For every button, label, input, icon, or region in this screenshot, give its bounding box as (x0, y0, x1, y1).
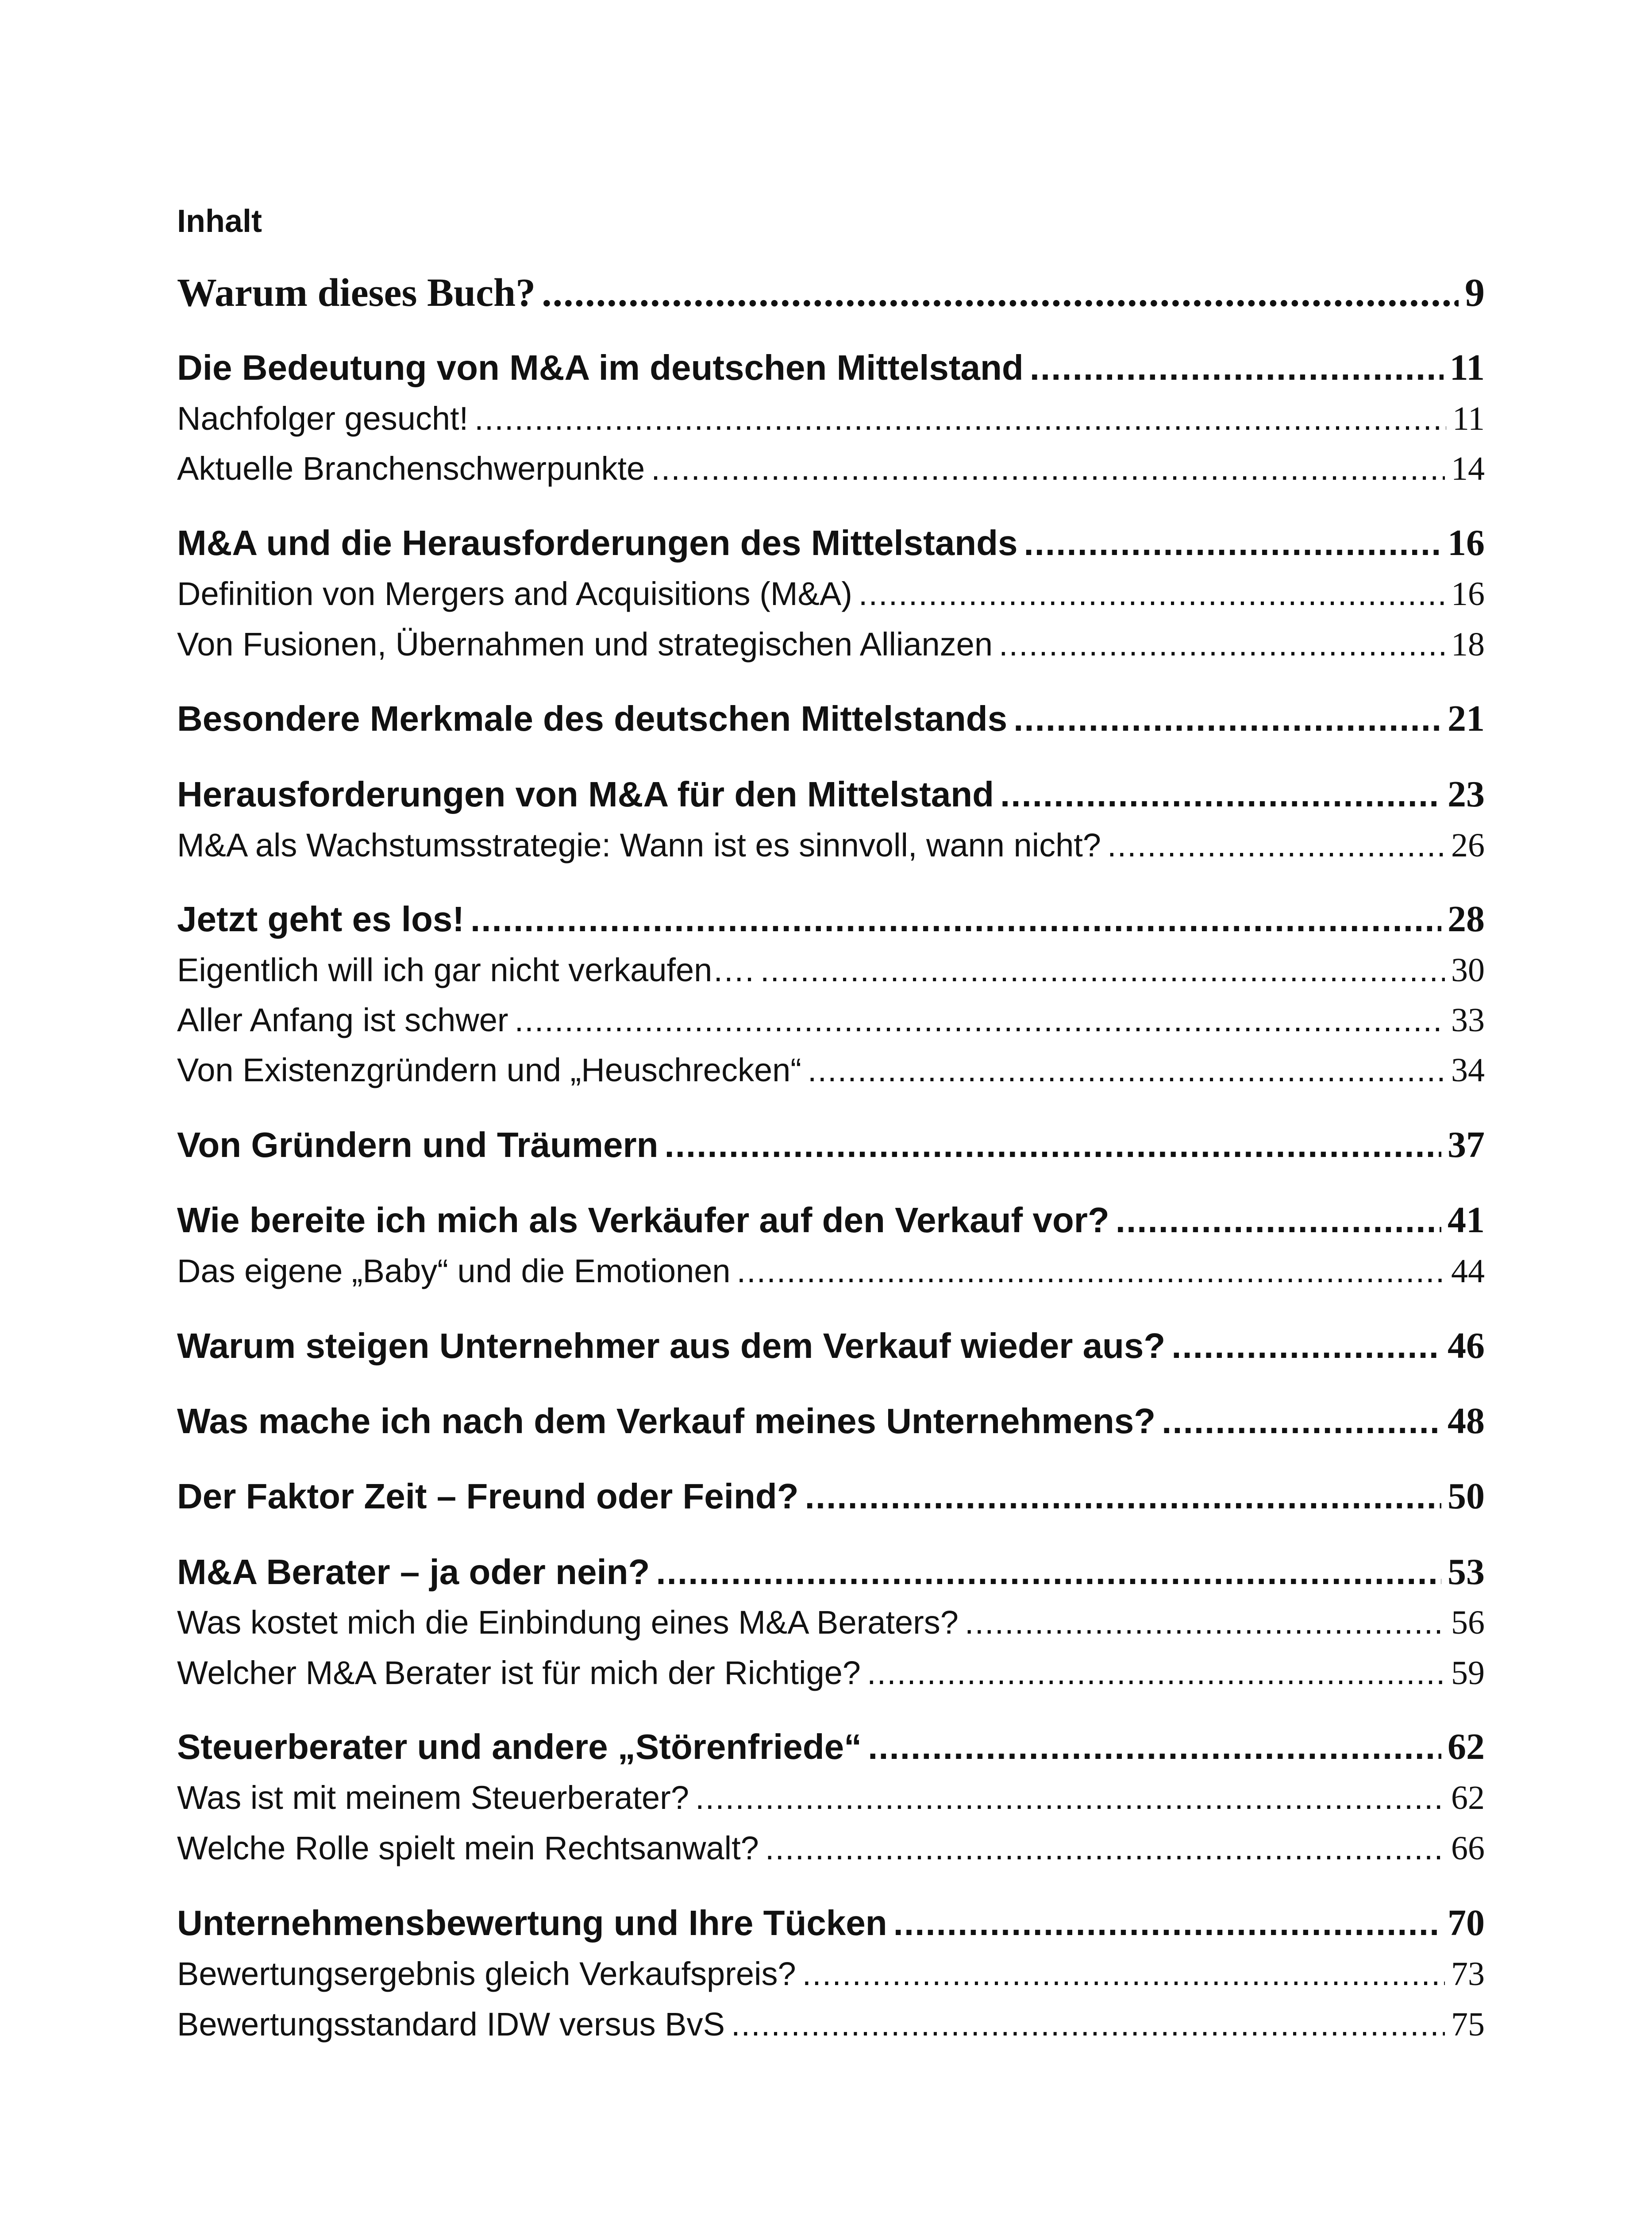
toc-entry-title: Warum steigen Unternehmer aus dem Verkauf wieder aus? (177, 1326, 1166, 1365)
toc-entry-title: Nachfolger gesucht! (177, 400, 469, 437)
toc-entry-ma-herausforderungen[interactable] (177, 519, 1485, 567)
toc-subentry-richtiger-berater[interactable] (177, 1651, 1485, 1695)
toc-entry-title: Wie bereite ich mich als Verkäufer auf den Verkauf vor? (177, 1200, 1109, 1240)
toc-entry-page: 62 (1451, 1779, 1485, 1816)
toc-entry-title: Eigentlich will ich gar nicht verkaufen…. (177, 952, 754, 988)
toc-subentry-bewertungsergebnis[interactable] (177, 1952, 1485, 1996)
toc-entry-page: 59 (1451, 1654, 1485, 1692)
dot-leader (664, 1121, 1441, 1169)
toc-entry-jetzt-geht-es-los[interactable] (177, 895, 1485, 944)
toc-entry-page: 11 (1449, 347, 1485, 388)
toc-entry-page: 50 (1448, 1476, 1485, 1517)
dot-leader (1107, 823, 1445, 867)
toc-entry-herausforderungen-mittelstand[interactable] (177, 770, 1485, 819)
toc-entry-title: Unternehmensbewertung und Ihre Tücken (177, 1903, 887, 1943)
toc-entry-page: 41 (1448, 1199, 1485, 1241)
dot-leader (474, 397, 1446, 441)
toc-entry-title: Aktuelle Branchenschwerpunkte (177, 450, 645, 487)
toc-entry-page: 37 (1448, 1124, 1485, 1165)
toc-entry-title: Herausforderungen von M&A für den Mittelstand (177, 775, 994, 814)
toc-subentry-berater-kosten[interactable] (177, 1600, 1485, 1645)
toc-entry-page: 34 (1451, 1052, 1485, 1089)
dot-leader (470, 895, 1441, 944)
toc-entry-ma-berater[interactable] (177, 1548, 1485, 1596)
dot-leader (1000, 770, 1441, 819)
toc-entry-page: 16 (1448, 522, 1485, 563)
dot-leader (760, 948, 1445, 992)
dot-leader (1171, 1322, 1441, 1370)
toc-entry-page: 75 (1451, 2006, 1485, 2043)
toc-entry-page: 53 (1448, 1551, 1485, 1592)
dot-leader (1162, 1397, 1441, 1446)
toc-entry-nach-dem-verkauf[interactable] (177, 1397, 1485, 1446)
toc-entry-page: 11 (1452, 400, 1485, 437)
toc-entry-page: 18 (1451, 626, 1485, 663)
toc-entry-title: M&A Berater – ja oder nein? (177, 1552, 650, 1592)
dot-leader (805, 1472, 1441, 1521)
dot-leader (765, 1826, 1445, 1870)
dot-leader (893, 1899, 1441, 1947)
toc-entry-title: Bewertungsergebnis gleich Verkaufspreis? (177, 1955, 796, 1992)
toc-entry-page: 46 (1448, 1325, 1485, 1366)
toc-subentry-eigentlich[interactable] (177, 948, 1485, 992)
toc-entry-page: 26 (1451, 827, 1485, 864)
dot-leader (1013, 694, 1441, 743)
toc-subentry-bewertungsstandard[interactable] (177, 2002, 1485, 2047)
toc-subentry-aller-anfang[interactable] (177, 998, 1485, 1042)
page-title: Inhalt (177, 204, 262, 239)
toc-entry-page: 23 (1448, 774, 1485, 815)
toc-entry-title: Welche Rolle spielt mein Rechtsanwalt? (177, 1830, 759, 1866)
toc-entry-title: Von Fusionen, Übernahmen und strategischen Allianzen (177, 626, 993, 663)
toc-entry-title: M&A und die Herausforderungen des Mittelstands (177, 523, 1018, 563)
toc-entry-page: 56 (1451, 1604, 1485, 1641)
toc-entry-title: Welcher M&A Berater ist für mich der Richtige? (177, 1654, 861, 1691)
dot-leader (802, 1952, 1445, 1996)
toc-entry-title: Was mache ich nach dem Verkauf meines Unternehmens? (177, 1401, 1156, 1441)
dot-leader (656, 1548, 1441, 1596)
toc-entry-steuerberater-stoerenfriede[interactable] (177, 1723, 1485, 1771)
toc-entry-page: 14 (1451, 450, 1485, 487)
toc-entry-page: 62 (1448, 1726, 1485, 1767)
toc-entry-unternehmer-steigen-aus[interactable] (177, 1322, 1485, 1370)
toc-entry-title: Von Gründern und Träumern (177, 1125, 658, 1164)
toc-entry-title: Steuerberater und andere „Störenfriede“ (177, 1727, 862, 1766)
toc-subentry-definition-ma[interactable] (177, 572, 1485, 616)
toc-entry-title: Aller Anfang ist schwer (177, 1002, 508, 1038)
dot-leader (515, 998, 1445, 1042)
toc-subentry-branchenschwerpunkte[interactable] (177, 447, 1485, 491)
toc-subentry-fusionen[interactable] (177, 622, 1485, 667)
toc-entry-title: Von Existenzgründern und „Heuschrecken“ (177, 1052, 801, 1088)
toc-entry-title: Was ist mit meinem Steuerberater? (177, 1779, 689, 1816)
dot-leader (867, 1651, 1445, 1695)
toc-subentry-wachstumsstrategie[interactable] (177, 823, 1485, 867)
toc-entry-verkauf-vorbereiten[interactable] (177, 1196, 1485, 1245)
toc-subentry-steuerberater[interactable] (177, 1776, 1485, 1820)
dot-leader (999, 622, 1445, 667)
dot-leader (731, 2002, 1445, 2047)
dot-leader (542, 266, 1459, 320)
toc-entry-title: Was kostet mich die Einbindung eines M&A Beraters? (177, 1604, 959, 1641)
toc-entry-title: Die Bedeutung von M&A im deutschen Mittelstand (177, 348, 1024, 387)
dot-leader (965, 1600, 1445, 1645)
toc-entry-title: Jetzt geht es los! (177, 899, 465, 939)
toc-entry-title: Besondere Merkmale des deutschen Mittelstands (177, 699, 1008, 738)
toc-entry-page: 73 (1451, 1955, 1485, 1993)
toc-entry-bedeutung-von-ma[interactable] (177, 343, 1485, 392)
toc-entry-faktor-zeit[interactable] (177, 1472, 1485, 1521)
dot-leader (695, 1776, 1445, 1820)
toc-subentry-nachfolger-gesucht[interactable] (177, 397, 1485, 441)
toc-entry-page: 33 (1451, 1002, 1485, 1039)
toc-entry-warum-dieses-buch[interactable] (177, 266, 1485, 320)
toc-subentry-baby-emotionen[interactable] (177, 1249, 1485, 1293)
dot-leader (1030, 343, 1444, 392)
toc-entry-gruender-und-traeumer[interactable] (177, 1121, 1485, 1169)
dot-leader (737, 1249, 1445, 1293)
toc-entry-besondere-merkmale[interactable] (177, 694, 1485, 743)
toc-entry-page: 30 (1451, 952, 1485, 989)
dot-leader (859, 572, 1445, 616)
dot-leader (1116, 1196, 1441, 1245)
dot-leader (651, 447, 1445, 491)
toc-entry-page: 66 (1451, 1830, 1485, 1867)
toc-entry-title: Bewertungsstandard IDW versus BvS (177, 2006, 725, 2043)
toc-entry-title: Der Faktor Zeit – Freund oder Feind? (177, 1477, 799, 1516)
toc-entry-page: 9 (1465, 271, 1485, 315)
toc-entry-page: 21 (1448, 698, 1485, 739)
toc-entry-page: 44 (1451, 1253, 1485, 1290)
toc-entry-unternehmensbewertung[interactable] (177, 1899, 1485, 1947)
toc-entry-page: 28 (1448, 898, 1485, 940)
toc-entry-page: 48 (1448, 1400, 1485, 1442)
toc-subentry-existenzgruender[interactable] (177, 1048, 1485, 1092)
dot-leader (808, 1048, 1445, 1092)
toc-entry-title: Definition von Mergers and Acquisitions (M&A) (177, 575, 852, 612)
toc-entry-title: M&A als Wachstumsstrategie: Wann ist es sinnvoll, wann nicht? (177, 827, 1101, 864)
toc-subentry-rechtsanwalt[interactable] (177, 1826, 1485, 1870)
toc-entry-page: 70 (1448, 1902, 1485, 1943)
dot-leader (868, 1723, 1441, 1771)
toc-entry-page: 16 (1451, 575, 1485, 613)
dot-leader (1024, 519, 1441, 567)
toc-entry-title: Warum dieses Buch? (177, 271, 536, 315)
toc-entry-title: Das eigene „Baby“ und die Emotionen (177, 1253, 731, 1289)
